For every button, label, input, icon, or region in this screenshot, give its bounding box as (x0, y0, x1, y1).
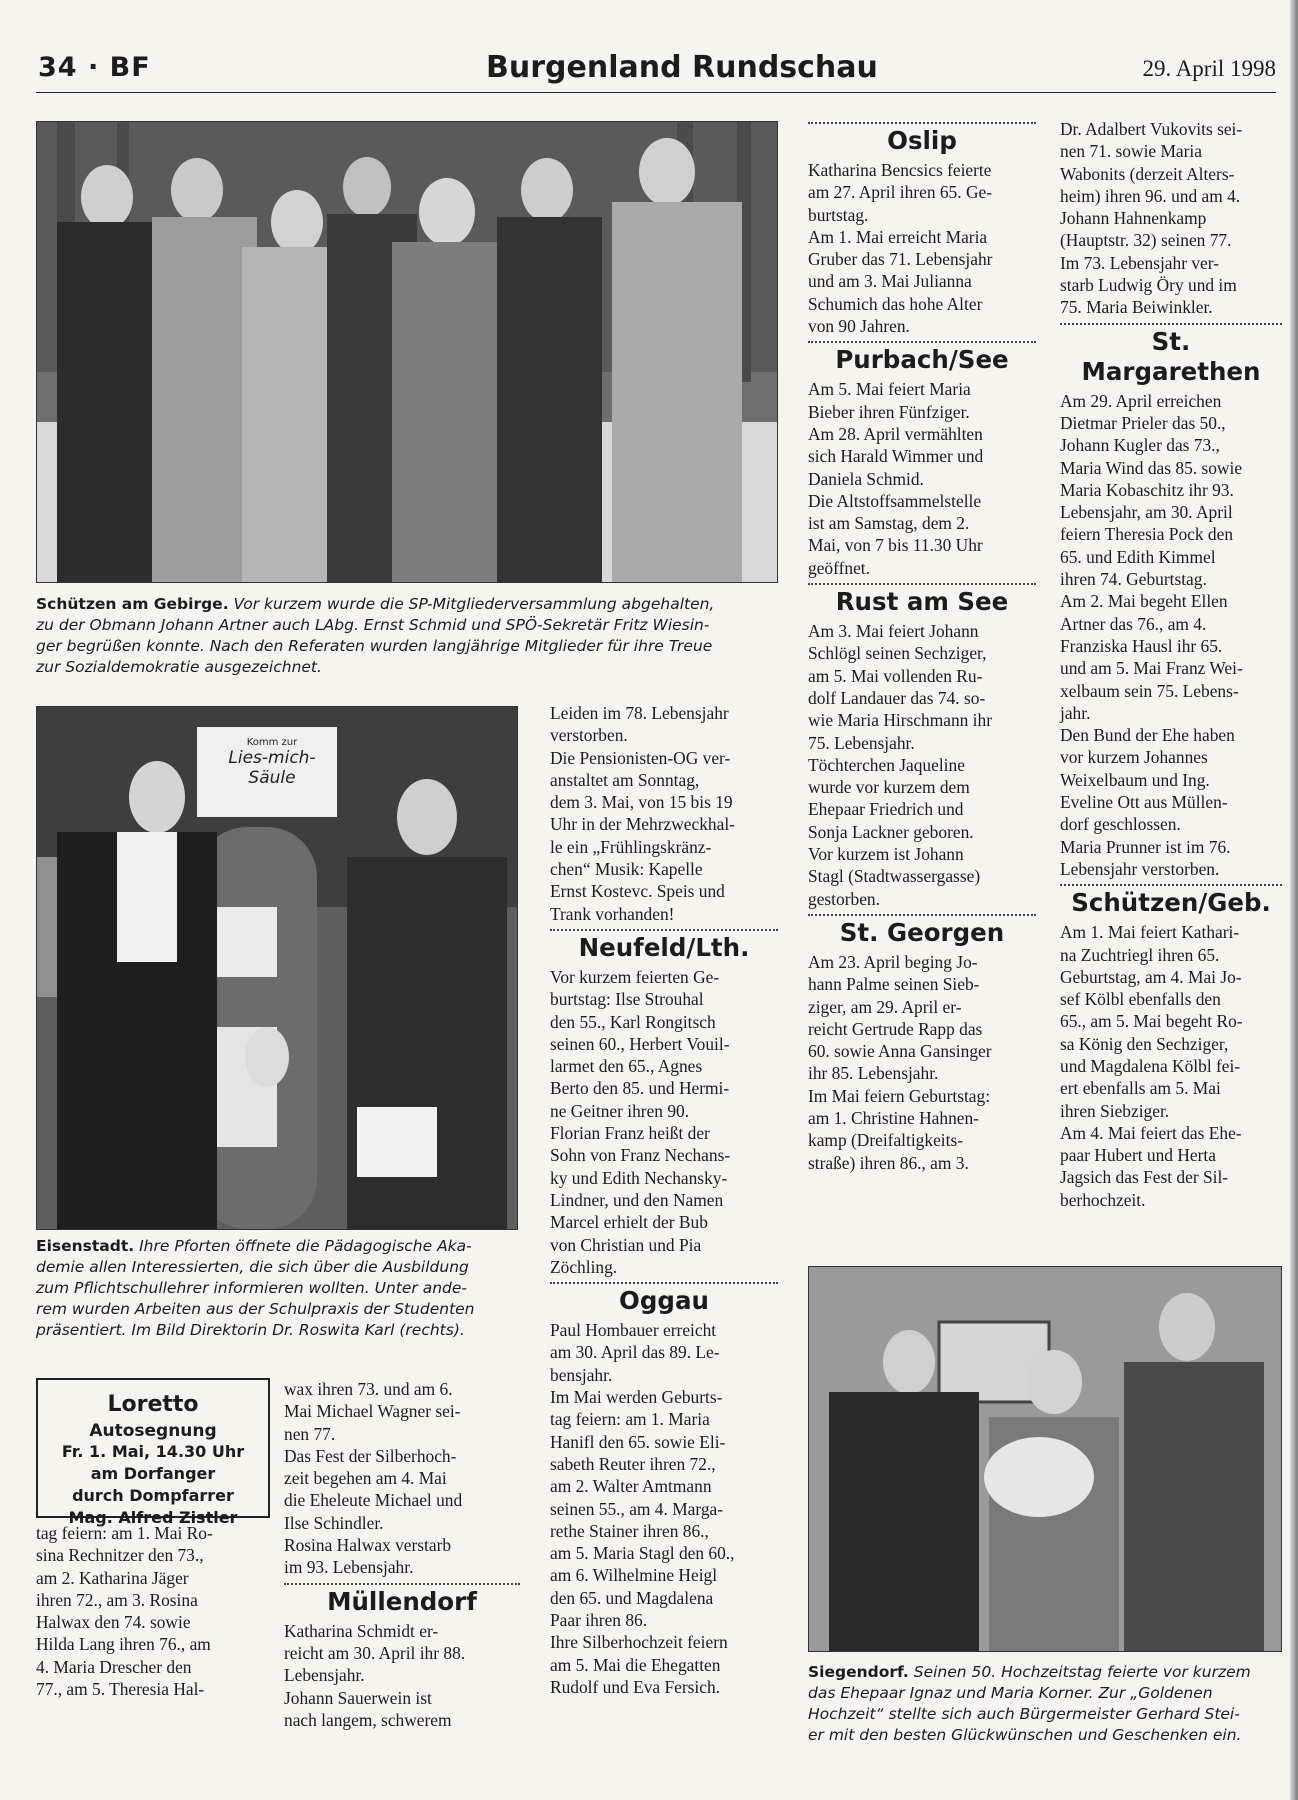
text-line: am 2. Walter Amtmann (550, 1476, 712, 1497)
dotted-divider (1060, 323, 1282, 325)
text-line: Hilda Lang ihren 76., am (36, 1634, 211, 1655)
section-head-stmargarethen: St. Margarethen (1081, 326, 1261, 386)
column-c (550, 702, 778, 1698)
text-line: Artner das 76., am 4. (1060, 613, 1207, 634)
text-line: Leiden im 78. Lebensjahr (550, 703, 729, 723)
text-line: Katharina Schmidt er- (284, 1620, 439, 1641)
text-line: Im 73. Lebensjahr ver- (1060, 252, 1220, 273)
text-line: am 2. Katharina Jäger (36, 1567, 189, 1588)
text-line: Im Mai feiern Geburtstag: (808, 1085, 991, 1106)
text-line: Sohn von Franz Nechans- (550, 1145, 731, 1166)
text-line: Paul Hombauer erreicht (550, 1320, 717, 1341)
text-line: paar Hubert und Herta (1060, 1145, 1216, 1166)
dotted-divider (284, 1583, 520, 1585)
dotted-divider (808, 583, 1036, 585)
text-line: ne Geitner ihren 90. (550, 1100, 690, 1121)
loretto-event-box (36, 1378, 270, 1527)
text-line: Mai, von 7 bis 11.30 Uhr (808, 535, 983, 556)
text-line: Lebensjahr verstorben. (1060, 858, 1220, 879)
text-line: wurde vor kurzem dem (808, 777, 970, 798)
text-line: jahr. (1060, 702, 1091, 723)
text-line: und Magdalena Kölbl fei- (1060, 1055, 1241, 1076)
page-number: 34 · BF (38, 52, 151, 83)
text-line: Am 3. Mai feiert Johann (808, 621, 979, 642)
newspaper-title: Burgenland Rundschau (486, 50, 878, 85)
text-line: 77., am 5. Theresia Hal- (36, 1679, 205, 1700)
text-line: Vor kurzem ist Johann (808, 844, 964, 865)
caption-line: zur Sozialdemokratie ausgezeichnet. (36, 658, 322, 676)
text-line: burtstag: Ilse Strouhal (550, 989, 704, 1010)
text-line: sich Harald Wimmer und (808, 446, 984, 467)
caption-line: zu der Obmann Johann Artner auch LAbg. Ernst Schmid und SPÖ-Sekretär Fritz Wiesin- (36, 616, 710, 634)
text-line: hann Palme seinen Sieb- (808, 974, 980, 995)
text-line: straße) ihren 86., am 3. (808, 1152, 969, 1173)
text-line: und am 3. Mai Julianna (808, 271, 972, 292)
caption-line: ger begrüßen konnte. Nach den Referaten wurden langjährige Mitglieder für ihre Treue (36, 637, 713, 655)
text-line: Schlögl seinen Sechziger, (808, 643, 987, 664)
text-line: ky und Edith Nechansky- (550, 1167, 728, 1188)
sign-small-text: Komm zur (246, 737, 298, 748)
page-edge-shadow (1290, 0, 1298, 1800)
text-line: Am 4. Mai feiert das Ehe- (1060, 1122, 1242, 1143)
text-line: nen 71. sowie Maria (1060, 141, 1202, 162)
text-line: Daniela Schmid. (808, 468, 924, 489)
box-line: Mag. Alfred Zistler (68, 1508, 238, 1527)
text-line: Katharina Bencsics feierte (808, 160, 992, 180)
text-line: und am 5. Mai Franz Wei- (1060, 658, 1243, 679)
box-line: durch Dompfarrer (72, 1486, 234, 1505)
text-line: Johann Kugler das 73., (1060, 435, 1220, 456)
text-line: berhochzeit. (1060, 1189, 1146, 1210)
text-line: Am 1. Mai erreicht Maria (808, 226, 988, 247)
text-line: Trank vorhanden! (550, 903, 675, 924)
text-line: Ihre Silberhochzeit feiern (550, 1632, 728, 1653)
text-line: Am 29. April erreichen (1060, 390, 1222, 411)
text-line: ihren 72., am 3. Rosina (36, 1589, 198, 1610)
text-line: burtstag. (808, 204, 869, 225)
column-a (36, 1522, 266, 1700)
box-subtitle: Autosegnung (89, 1421, 217, 1441)
group-photo (36, 121, 778, 583)
text-line: Rudolf und Eva Fersich. (550, 1676, 721, 1697)
caption-line: das Ehepaar Ignaz und Maria Korner. Zur „Goldenen (808, 1684, 1213, 1702)
text-line: Die Altstoffsammelstelle (808, 490, 982, 511)
text-line: Bieber ihren Fünfziger. (808, 401, 970, 422)
sign-text: Lies-mich-Säule (228, 748, 316, 788)
text-line: Franziska Hausl ihr 65. (1060, 635, 1223, 656)
box-line: Fr. 1. Mai, 14.30 Uhr (61, 1442, 245, 1461)
text-line: wie Maria Hirschmann ihr (808, 710, 992, 731)
text-line: Am 5. Mai feiert Maria (808, 379, 971, 400)
section-head-schuetzen: Schützen/Geb. (1071, 888, 1271, 918)
text-line: seinen 60., Herbert Vouil- (550, 1033, 730, 1054)
text-line: Halwax den 74. sowie (36, 1612, 191, 1633)
section-head-oggau: Oggau (619, 1286, 709, 1316)
text-line: tag feiern: am 1. Mai Ro- (36, 1523, 213, 1543)
caption-line: demie allen Interessierten, die sich über die Ausbildung (36, 1258, 469, 1276)
academy-photo (36, 706, 518, 1230)
dotted-divider (550, 1282, 778, 1284)
academy-photo-caption (36, 1236, 526, 1341)
dotted-divider (550, 929, 778, 931)
caption-line: präsentiert. Im Bild Direktorin Dr. Roswita Karl (rechts). (36, 1321, 465, 1339)
text-line: Maria Kobaschitz ihr 93. (1060, 479, 1234, 500)
text-line: Stagl (Stadtwassergasse) (808, 866, 981, 887)
text-line: den 55., Karl Rongitsch (550, 1011, 716, 1032)
text-line: am 1. Christine Hahnen- (808, 1107, 979, 1128)
text-line: am 5. Mai die Ehegatten (550, 1654, 721, 1675)
text-line: Weixelbaum und Ing. (1060, 769, 1210, 790)
text-line: sef Kölbl ebenfalls den (1060, 989, 1221, 1010)
anniversary-photo-caption (808, 1662, 1286, 1746)
column-b (284, 1378, 520, 1731)
text-line: le ein „Frühlingskränz- (550, 836, 712, 857)
box-title: Loretto (107, 1392, 199, 1417)
header-rule (36, 92, 1276, 93)
text-line: sina Rechnitzer den 73., (36, 1545, 204, 1566)
text-line: rethe Stainer ihren 86., (550, 1520, 709, 1541)
text-line: kamp (Dreifaltigkeits- (808, 1130, 964, 1151)
dotted-divider (808, 122, 1036, 124)
text-line: Mai Michael Wagner sei- (284, 1401, 461, 1422)
text-line: Paar ihren 86. (550, 1609, 648, 1630)
text-line: dorf geschlossen. (1060, 814, 1181, 835)
text-line: tag feiern: am 1. Maria (550, 1409, 710, 1430)
text-line: Rosina Halwax verstarb (284, 1535, 452, 1556)
text-line: Im Mai werden Geburts- (550, 1387, 723, 1408)
text-line: ihren Siebziger. (1060, 1100, 1170, 1121)
text-line: ihren 74. Geburtstag. (1060, 569, 1207, 590)
text-line: zeit begehen am 4. Mai (284, 1468, 447, 1489)
text-line: die Eheleute Michael und (284, 1490, 463, 1511)
text-line: Maria Wind das 85. sowie (1060, 457, 1243, 478)
text-line: larmet den 65., Agnes (550, 1056, 703, 1077)
text-line: na Zuchtriegl ihren 65. (1060, 944, 1220, 965)
text-line: Am 23. April beging Jo- (808, 951, 978, 972)
text-line: Die Pensionisten-OG ver- (550, 747, 731, 768)
caption-line: Hochzeit“ stellte sich auch Bürgermeister Gerhard Stei- (808, 1705, 1240, 1723)
text-line: Das Fest der Silberhoch- (284, 1445, 457, 1466)
text-line: Ernst Kostevc. Speis und (550, 881, 725, 902)
text-line: Uhr in der Mehrzweckhal- (550, 814, 735, 835)
text-line: Zöchling. (550, 1256, 618, 1277)
text-line: 60. sowie Anna Gansinger (808, 1041, 992, 1062)
section-head-stgeorgen: St. Georgen (839, 917, 1005, 947)
text-line: ist am Samstag, dem 2. (808, 513, 970, 534)
text-line: verstorben. (550, 725, 628, 746)
dotted-divider (808, 914, 1036, 916)
text-line: dolf Landauer das 74. so- (808, 687, 986, 708)
text-line: Am 1. Mai feiert Kathari- (1060, 922, 1240, 943)
section-head-muellendorf: Müllendorf (327, 1586, 477, 1616)
text-line: 75. Maria Beiwinkler. (1060, 297, 1213, 318)
text-line: Dr. Adalbert Vukovits sei- (1060, 119, 1243, 139)
text-line: anstaltet am Sonntag, (550, 769, 700, 790)
text-line: am 27. April ihren 65. Ge- (808, 182, 993, 203)
text-line: Eveline Ott aus Müllen- (1060, 792, 1228, 813)
text-line: ert ebenfalls am 5. Mai (1060, 1078, 1221, 1099)
text-line: nen 77. (284, 1423, 336, 1444)
text-line: wax ihren 73. und am 6. (284, 1379, 453, 1399)
text-line: bensjahr. (550, 1364, 613, 1385)
box-line: am Dorfanger (90, 1464, 216, 1483)
caption-line: zum Pflichtschullehrer informieren wollten. Unter ande- (36, 1279, 467, 1297)
section-head-rust: Rust am See (835, 587, 1009, 617)
text-line: Maria Prunner ist im 76. (1060, 836, 1231, 857)
text-line: reicht am 30. April ihr 88. (284, 1642, 466, 1663)
text-line: dem 3. Mai, von 15 bis 19 (550, 792, 733, 813)
text-line: Berto den 85. und Hermi- (550, 1078, 730, 1099)
group-photo-caption (36, 594, 776, 678)
text-line: ziger, am 29. April er- (808, 996, 962, 1017)
text-line: am 5. Mai vollenden Ru- (808, 665, 983, 686)
text-line: sa König den Sechziger, (1060, 1033, 1229, 1054)
text-line: Lebensjahr, am 30. April (1060, 502, 1233, 523)
text-line: Hanifl den 65. sowie Eli- (550, 1431, 726, 1452)
text-line: 65., am 5. Mai begeht Ro- (1060, 1011, 1243, 1032)
text-line: feiern Theresia Pock den (1060, 524, 1234, 545)
text-line: reicht Gertrude Rapp das (808, 1018, 983, 1039)
text-line: Lebensjahr. (284, 1665, 365, 1686)
text-line: am 6. Wilhelmine Heigl (550, 1565, 718, 1586)
text-line: Geburtstag, am 4. Mai Jo- (1060, 966, 1242, 987)
text-line: Ilse Schindler. (284, 1512, 384, 1533)
text-line: am 30. April das 89. Le- (550, 1342, 720, 1363)
text-line: Johann Sauerwein ist (284, 1687, 432, 1708)
text-line: von 90 Jahren. (808, 316, 910, 337)
caption-lead: Eisenstadt. (36, 1237, 135, 1255)
dotted-divider (1060, 884, 1282, 886)
caption-line: rem wurden Arbeiten aus der Schulpraxis der Studenten (36, 1300, 475, 1318)
section-head-oslip: Oslip (887, 126, 957, 155)
text-line: ihr 85. Lebensjahr. (808, 1063, 939, 1084)
text-line: Schumich das hohe Alter (808, 293, 983, 314)
text-line: Vor kurzem feierten Ge- (550, 966, 720, 987)
caption-lead: Schützen am Gebirge. (36, 595, 229, 613)
caption-line: Seinen 50. Hochzeitstag feierte vor kurzem (913, 1663, 1251, 1681)
text-line: Töchterchen Jaqueline (808, 754, 965, 775)
text-line: Gruber das 71. Lebensjahr (808, 249, 993, 270)
text-line: Ehepaar Friedrich und (808, 799, 964, 820)
column-d (808, 118, 1036, 1174)
section-head-purbach: Purbach/See (835, 345, 1009, 375)
text-line: vor kurzem Johannes (1060, 747, 1208, 768)
text-line: xelbaum sein 75. Lebens- (1060, 680, 1239, 701)
text-line: im 93. Lebensjahr. (284, 1557, 414, 1578)
text-line: Am 28. April vermählten (808, 423, 983, 444)
text-line: seinen 55., am 4. Marga- (550, 1498, 724, 1519)
text-line: Wabonits (derzeit Alters- (1060, 163, 1235, 184)
text-line: Sonja Lackner geboren. (808, 821, 974, 842)
text-line: Florian Franz heißt der (550, 1123, 710, 1144)
text-line: am 5. Maria Stagl den 60., (550, 1543, 735, 1564)
caption-line: er mit den besten Glückwünschen und Geschenken ein. (808, 1726, 1242, 1744)
text-line: starb Ludwig Öry und im (1060, 275, 1237, 296)
caption-lead: Siegendorf. (808, 1663, 909, 1681)
text-line: (Hauptstr. 32) seinen 77. (1060, 230, 1232, 251)
text-line: Johann Hahnenkamp (1060, 208, 1207, 229)
text-line: 75. Lebensjahr. (808, 732, 915, 753)
text-line: Jagsich das Fest der Sil- (1060, 1167, 1229, 1188)
text-line: Am 2. Mai begeht Ellen (1060, 591, 1228, 612)
text-line: gestorben. (808, 888, 880, 909)
section-head-neufeld: Neufeld/Lth. (578, 932, 750, 962)
text-line: chen“ Musik: Kapelle (550, 859, 703, 880)
text-line: Marcel erhielt der Bub (550, 1212, 708, 1233)
text-line: 4. Maria Drescher den (36, 1656, 192, 1677)
caption-line: Ihre Pforten öffnete die Pädagogische Aka- (139, 1237, 472, 1255)
caption-line: Vor kurzem wurde die SP-Mitgliederversammlung abgehalten, (233, 595, 715, 613)
text-line: heim) ihren 96. und am 4. (1060, 185, 1241, 206)
issue-date: 29. April 1998 (1142, 56, 1276, 81)
text-line: von Christian und Pia (550, 1234, 702, 1255)
text-line: den 65. und Magdalena (550, 1587, 714, 1608)
anniversary-photo (808, 1266, 1282, 1652)
text-line: sabeth Reuter ihren 72., (550, 1453, 716, 1474)
text-line: Dietmar Prieler das 50., (1060, 412, 1226, 433)
text-line: Den Bund der Ehe haben (1060, 725, 1235, 746)
text-line: nach langem, schwerem (284, 1709, 452, 1730)
dotted-divider (808, 341, 1036, 343)
text-line: geöffnet. (808, 557, 870, 578)
text-line: 65. und Edith Kimmel (1060, 546, 1216, 567)
column-e (1060, 118, 1282, 1211)
text-line: Lindner, und den Namen (550, 1189, 724, 1210)
